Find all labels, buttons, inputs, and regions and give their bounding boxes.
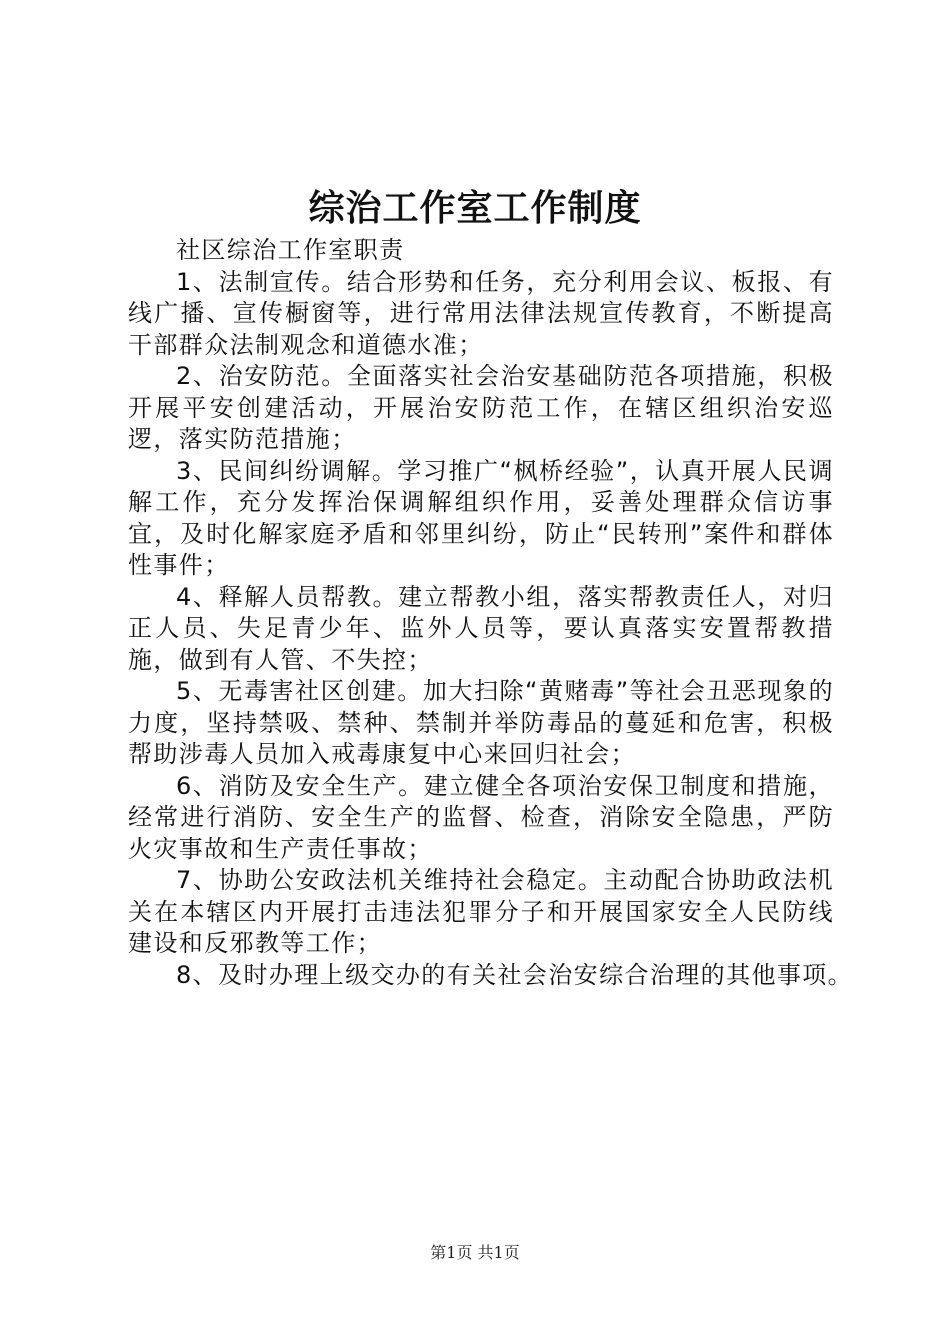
paragraph-6: 6、消防及安全生产。建立健全各项治安保卫制度和措施，经常进行消防、安全生产的监督、检查，消除安全隐患，严防火灾事故和生产责任事故； (128, 771, 834, 863)
paragraph-7: 7、协助公安政法机关维持社会稳定。主动配合协助政法机关在本辖区内开展打击违法犯罪分子和开展国家安全人民防线建设和反邪教等工作； (128, 866, 834, 957)
document-body (128, 235, 854, 991)
page-footer: 第1页 共1页 (430, 1243, 520, 1262)
section-heading: 社区综治工作室职责 (176, 236, 405, 264)
paragraph-1: 1、法制宣传。结合形势和任务，充分利用会议、板报、有线广播、宣传橱窗等，进行常用法律法规宣传教育，不断提高干部群众法制观念和道德水准； (128, 267, 834, 359)
document-title: 综治工作室工作制度 (308, 187, 642, 229)
paragraph-2: 2、治安防范。全面落实社会治安基础防范各项措施，积极开展平安创建活动，开展治安防范工作，在辖区组织治安巡逻，落实防范措施； (128, 362, 834, 453)
paragraph-5: 5、无毒害社区创建。加大扫除“黄赌毒”等社会丑恶现象的力度，坚持禁吸、禁种、禁制并举防毒品的蔓延和危害，积极帮助涉毒人员加入戒毒康复中心来回归社会； (128, 677, 834, 768)
paragraph-8: 8、及时办理上级交办的有关社会治安综合治理的其他事项。 (176, 960, 854, 989)
paragraph-4: 4、释解人员帮教。建立帮教小组，落实帮教责任人，对归正人员、失足青少年、监外人员等，要认真落实安置帮教措施，做到有人管、不失控； (128, 582, 834, 674)
paragraph-3: 3、民间纠纷调解。学习推广“枫桥经验”，认真开展人民调解工作，充分发挥治保调解组织作用，妥善处理群众信访事宜，及时化解家庭矛盾和邻里纠纷，防止“民转刑”案件和群体性事件； (128, 456, 834, 579)
